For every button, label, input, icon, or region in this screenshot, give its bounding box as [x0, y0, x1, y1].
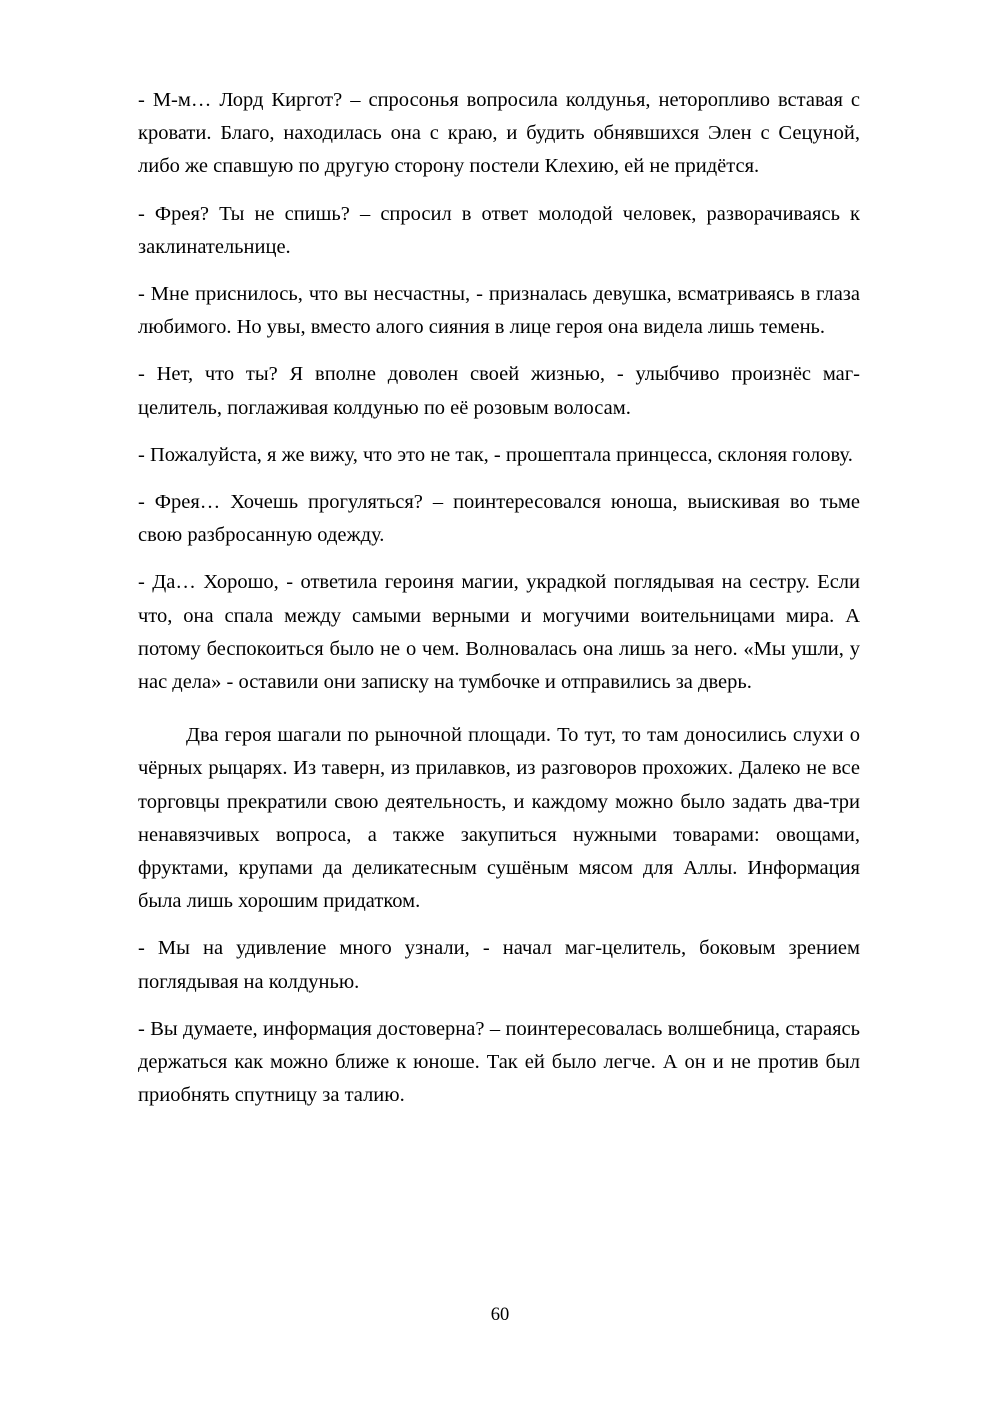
paragraph-7: - Да… Хорошо, - ответила героиня магии, украдкой поглядывая на сестру. Если что, она спала между самыми верными и могучими воительницами мира. А потому беспокоиться было не о чем. Волновалась она лишь за него. «Мы ушли, у нас дела» - оставили они записку на тумбочке и отправились за дверь.	[138, 571, 860, 694]
paragraph-3: - Мне приснилось, что вы несчастны, - призналась девушка, всматриваясь в глаза любимого. Но увы, вместо алого сияния в лице героя она видела лишь темень.	[138, 283, 860, 339]
paragraph-9: - Мы на удивление много узнали, - начал маг-целитель, боковым зрением поглядывая на колдунью.	[138, 937, 860, 993]
paragraph-6: - Фрея… Хочешь прогуляться? – поинтересовался юноша, выискивая во тьме свою разбросанную одежду.	[138, 491, 860, 547]
paragraph-8: Два героя шагали по рыночной площади. То тут, то там доносились слухи о чёрных рыцарях. Из таверн, из прилавков, из разговоров прохожих. Далеко не все торговцы прекратили свою деятельность, и каждому можно было задать два-три ненавязчивых вопроса, а также закупиться нужными товарами: овощами, фруктами, крупами да деликатесным сушёным мясом для Аллы. Информация была лишь хорошим придатком.	[138, 724, 860, 913]
paragraph-5: - Пожалуйста, я же вижу, что это не так, - прошептала принцесса, склоняя голову.	[138, 443, 853, 466]
paragraph-4: - Нет, что ты? Я вполне доволен своей жизнью, - улыбчиво произнёс маг-целитель, поглаживая колдунью по её розовым волосам.	[138, 363, 860, 419]
page-text-body	[138, 84, 860, 1126]
paragraph-10: - Вы думаете, информация достоверна? – поинтересовалась волшебница, стараясь держаться как можно ближе к юноше. Так ей было легче. А он и не против был приобнять спутницу за талию.	[138, 1017, 860, 1107]
paragraph-2: - Фрея? Ты не спишь? – спросил в ответ молодой человек, разворачиваясь к заклинательнице.	[138, 202, 860, 258]
paragraph-1: - М-м… Лорд Киргот? – спросонья вопросила колдунья, неторопливо вставая с кровати. Благо, находилась она с краю, и будить обнявшихся Элен с Сецуной, либо же спавшую по другую сторону постели Клехию, ей не придётся.	[138, 89, 860, 178]
page-number: 60	[490, 1305, 510, 1325]
